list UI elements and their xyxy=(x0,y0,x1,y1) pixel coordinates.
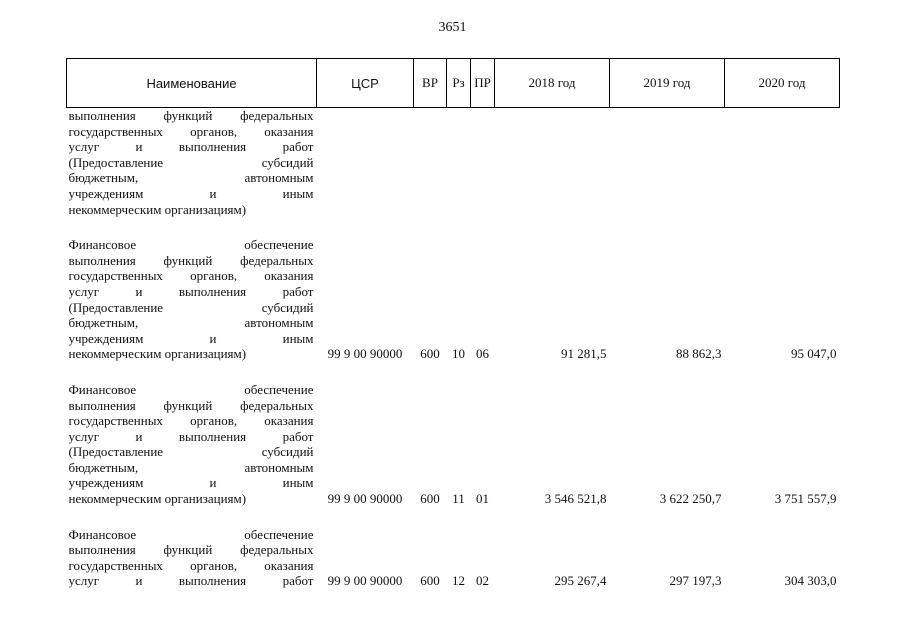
table-row xyxy=(67,527,840,589)
row-name xyxy=(67,527,317,589)
row-pr xyxy=(471,108,495,218)
row-2019: 297 197,3 xyxy=(669,573,722,589)
page-number: 3651 xyxy=(438,20,467,35)
name-line: государственных органов, оказания xyxy=(68,557,314,573)
header-pr: ПР xyxy=(471,59,495,108)
row-vr: 600 xyxy=(420,346,440,362)
row-rz: 11 xyxy=(452,491,465,507)
name-line: (Предоставление субсидий xyxy=(68,154,314,170)
name-line: учреждениям и иным xyxy=(68,475,314,491)
name-line: государственных органов, оказания xyxy=(68,268,314,284)
row-gap xyxy=(67,362,840,382)
name-line: (Предоставление субсидий xyxy=(68,444,314,460)
table-body xyxy=(67,108,840,590)
header-2019: 2019 год xyxy=(610,59,725,108)
name-line: государственных органов, оказания xyxy=(68,413,314,429)
row-vr: 600 xyxy=(420,491,440,507)
row-2019 xyxy=(610,108,725,218)
row-name xyxy=(67,108,317,218)
table-header-row xyxy=(67,59,840,108)
header-csr: ЦСР xyxy=(317,59,414,108)
row-2020 xyxy=(725,108,840,218)
row-rz xyxy=(447,108,471,218)
name-line: выполнения функций федеральных xyxy=(68,252,314,268)
table-row xyxy=(67,108,840,218)
header-2018: 2018 год xyxy=(495,59,610,108)
row-csr: 99 9 00 90000 xyxy=(327,346,403,362)
row-vr xyxy=(414,108,447,218)
row-2020: 304 303,0 xyxy=(784,573,837,589)
name-line: некоммерческим организациям) xyxy=(68,201,247,217)
name-line: бюджетным, автономным xyxy=(68,170,314,186)
row-vr: 600 xyxy=(420,573,440,589)
name-line: государственных органов, оказания xyxy=(68,123,314,139)
row-pr: 06 xyxy=(476,346,489,362)
name-line: бюджетным, автономным xyxy=(68,315,314,331)
name-line: некоммерческим организациям) xyxy=(68,346,247,362)
table-row xyxy=(67,237,840,362)
row-rz: 12 xyxy=(452,573,465,589)
name-line: услуг и выполнения работ xyxy=(68,573,314,589)
budget-table xyxy=(66,58,840,589)
row-csr: 99 9 00 90000 xyxy=(327,491,403,507)
name-line: некоммерческим организациям) xyxy=(68,491,247,507)
row-pr: 01 xyxy=(476,491,489,507)
row-name xyxy=(67,382,317,507)
header-rz: Рз xyxy=(447,59,471,108)
name-line: Финансовое обеспечение xyxy=(68,526,314,542)
name-line: выполнения функций федеральных xyxy=(68,397,314,413)
row-pr: 02 xyxy=(476,573,489,589)
name-line: Финансовое обеспечение xyxy=(68,237,314,253)
row-2018 xyxy=(495,108,610,218)
row-2018: 3 546 521,8 xyxy=(544,491,607,507)
name-line: выполнения функций федеральных xyxy=(68,108,314,123)
header-name: Наименование xyxy=(67,59,317,108)
row-2019: 3 622 250,7 xyxy=(659,491,722,507)
name-line: выполнения функций федеральных xyxy=(68,542,314,558)
name-line: (Предоставление субсидий xyxy=(68,299,314,315)
name-line: бюджетным, автономным xyxy=(68,459,314,475)
header-2020: 2020 год xyxy=(725,59,840,108)
row-2018: 295 267,4 xyxy=(554,573,607,589)
name-line: Финансовое обеспечение xyxy=(68,381,314,397)
name-line: услуг и выполнения работ xyxy=(68,139,314,155)
row-csr xyxy=(317,108,414,218)
name-line: услуг и выполнения работ xyxy=(68,428,314,444)
row-2020: 95 047,0 xyxy=(791,346,837,362)
header-vr: ВР xyxy=(414,59,447,108)
row-csr: 99 9 00 90000 xyxy=(327,573,403,589)
row-gap xyxy=(67,507,840,527)
row-2018: 91 281,5 xyxy=(561,346,607,362)
row-rz: 10 xyxy=(452,346,465,362)
row-2019: 88 862,3 xyxy=(676,346,722,362)
name-line: услуг и выполнения работ xyxy=(68,283,314,299)
name-line: учреждениям и иным xyxy=(68,185,314,201)
table-row xyxy=(67,382,840,507)
row-gap xyxy=(67,217,840,237)
row-name xyxy=(67,237,317,362)
name-line: учреждениям и иным xyxy=(68,330,314,346)
row-2020: 3 751 557,9 xyxy=(774,491,837,507)
